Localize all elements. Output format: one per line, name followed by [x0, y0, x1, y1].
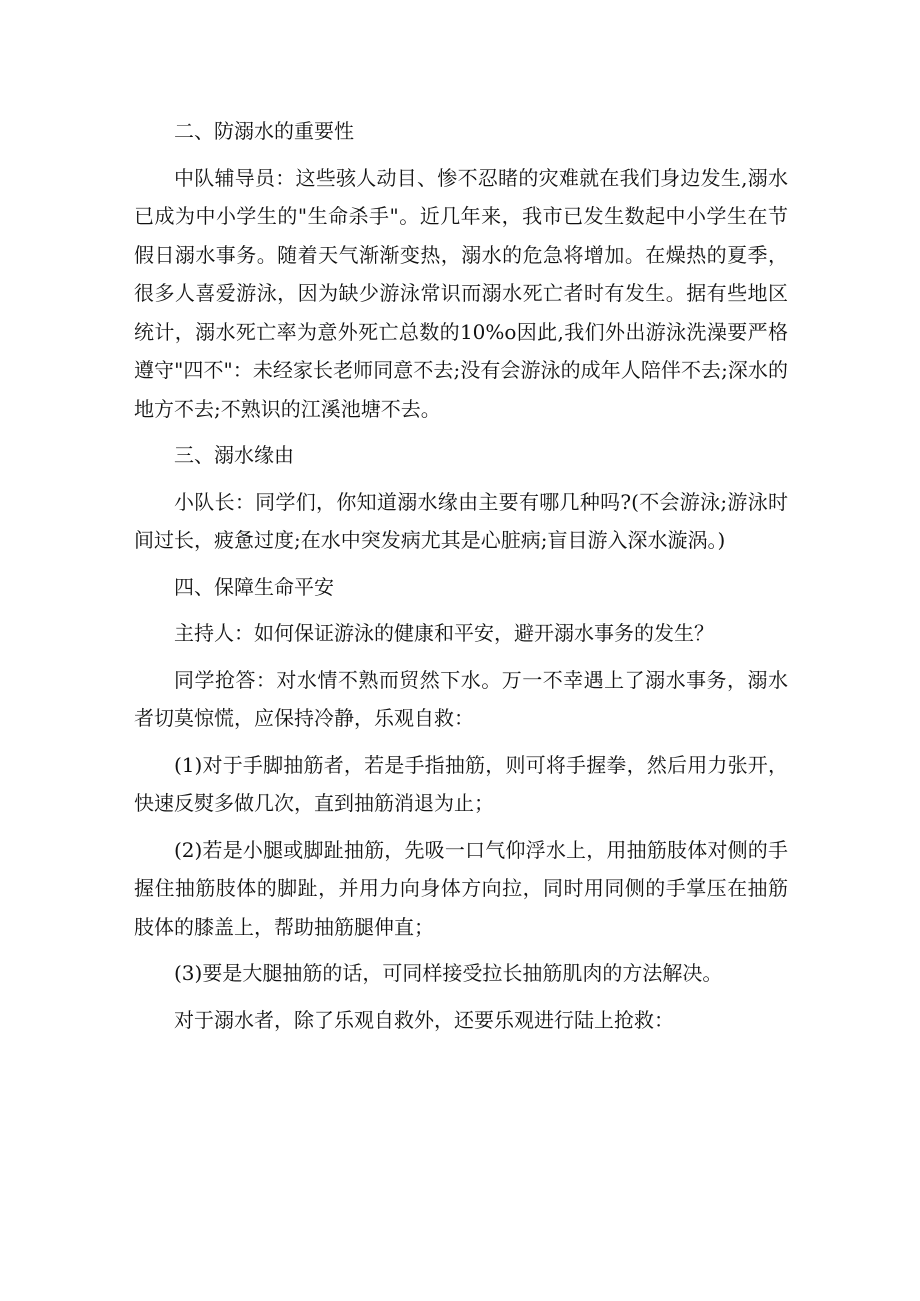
paragraph-counselor: 中队辅导员：这些骇人动目、惨不忍睹的灾难就在我们身边发生,溺水已成为中小学生的"生命杀手"。近几年来，我市已发生数起中小学生在节假日溺水事务。随着天气渐渐变热，溺水的危急将增加。在燥热的夏季，很多人喜爱游泳，因为缺少游泳常识而溺水死亡者时有发生。据有些地区统计，溺水死亡率为意外死亡总数的10%o因此,我们外出游泳洗澡要严格遵守"四不"：未经家长老师同意不去;没有会游泳的成年人陪伴不去;深水的地方不去;不熟识的江溪池塘不去。 — [134, 165, 788, 421]
document-page — [134, 112, 788, 1039]
paragraph-rescue: 对于溺水者，除了乐观自救外，还要乐观进行陆上抢救： — [174, 1007, 674, 1032]
list-item-3: (3)要是大腿抽筋的话，可同样接受拉长抽筋肌肉的方法解决。 — [174, 961, 723, 985]
section-heading-importance: 二、防溺水的重要性 — [174, 119, 354, 143]
section-heading-causes: 三、溺水缘由 — [174, 443, 294, 467]
list-item-1: (1)对于手脚抽筋者，若是手指抽筋，则可将手握拳，然后用力张开，快速反熨多做几次，直到抽筋消退为止； — [134, 752, 788, 815]
paragraph-student-answer: 同学抢答：对水情不熟而贸然下水。万一不幸遇上了溺水事务，溺水者切莫惊慌，应保持冷静，乐观自救： — [134, 667, 788, 730]
list-item-2: (2)若是小腿或脚趾抽筋，先吸一口气仰浮水上，用抽筋肢体对侧的手握住抽筋肢体的脚趾，并用力向身体方向拉，同时用同侧的手掌压在抽筋肢体的膝盖上，帮助抽筋腿伸直； — [134, 837, 788, 939]
paragraph-host: 主持人：如何保证游泳的健康和平安，避开溺水事务的发生？ — [174, 621, 714, 645]
paragraph-team-leader: 小队长：同学们，你知道溺水缘由主要有哪几种吗?(不会游泳;游泳时间过长，疲惫过度;在水中突发病尤其是心脏病;盲目游入深水漩涡。) — [134, 489, 788, 552]
section-heading-safety: 四、保障生命平安 — [174, 574, 334, 599]
